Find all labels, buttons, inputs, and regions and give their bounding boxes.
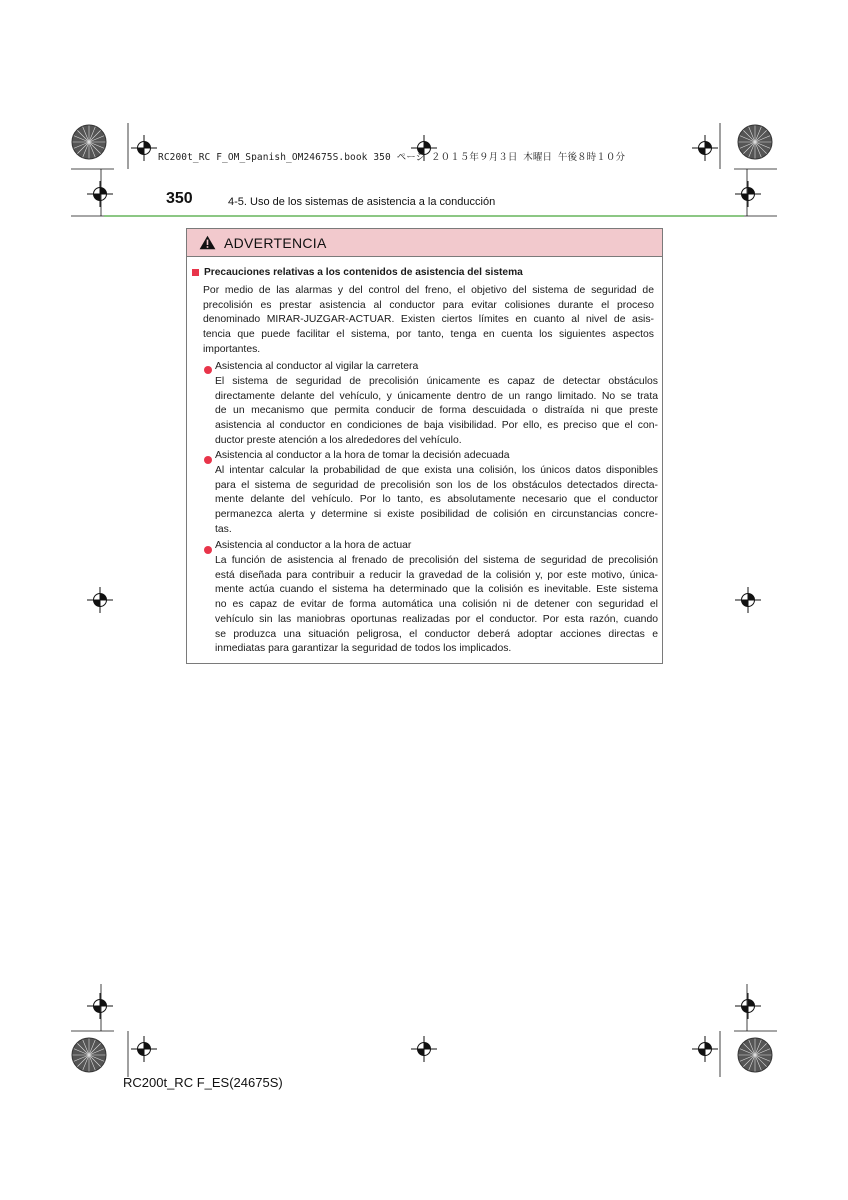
text-line: directamente delante del vehículo, y únicamente dentro de un rango limitado. No se trata <box>215 390 658 402</box>
bullet-paragraph <box>215 375 658 449</box>
text-line: La función de asistencia al frenado de precolisión del sistema de seguridad de precolisión <box>215 555 658 566</box>
text-line: se produzca una situación peligrosa, el conductor deberá adoptar acciones directas e <box>215 628 658 640</box>
intro-paragraph <box>203 284 654 358</box>
bullet-paragraph <box>215 464 658 538</box>
text-line: tencia que puede facilitar el sistema, por tanto, tenga en cuenta los siguientes aspectos <box>203 329 654 341</box>
subheading-text: Precauciones relativas a los contenidos de asistencia del sistema <box>204 267 523 278</box>
text-line: ductor preste atención a los alrededores del vehículo. <box>215 434 462 446</box>
text-line: no es capaz de evitar de forma automática una colisión ni de detener con seguridad el <box>215 599 658 611</box>
text-line: vehículo sin las maniobras oportunas realizadas por el conductor. Por esta razón, cuando <box>215 613 658 625</box>
footer-code: RC200t_RC F_ES(24675S) <box>123 1075 283 1090</box>
warning-header <box>187 229 662 257</box>
text-line: Por medio de las alarmas y del control del freno, el objetivo del sistema de seguridad de <box>203 285 654 296</box>
text-line: de un mecanismo que permita conducir de forma descuidada o distraída ni que preste <box>215 405 658 417</box>
page-number: 350 <box>166 190 193 207</box>
text-line: permanezca alerta y determine si existe posibilidad de colisión en circunstancias concre- <box>215 509 658 521</box>
text-line: importantes. <box>203 343 261 355</box>
text-line: para el sistema de seguridad de precolisión son los de los obstáculos detectados directa- <box>215 479 658 491</box>
text-line: Al intentar calcular la probabilidad de que exista una colisión, los únicos datos disponibles <box>215 465 658 476</box>
file-info-line: RC200t_RC F_OM_Spanish_OM24675S.book 350 ページ ２０１５年９月３日 木曜日 午後８時１０分 <box>158 152 626 163</box>
bullet-dot-icon <box>204 456 212 464</box>
text-line: asistencia al conductor en condiciones de baja visibilidad. Por ello, es preciso que el con- <box>215 420 658 432</box>
warning-box <box>186 228 663 664</box>
bullet-title: Asistencia al conductor a la hora de tomar la decisión adecuada <box>215 450 510 461</box>
text-line: inmediatas para garantizar la seguridad de todos los implicados. <box>215 643 512 655</box>
warning-title: ADVERTENCIA <box>224 234 327 251</box>
bullet-paragraph <box>215 554 658 657</box>
text-line: mente delante del vehículo. Por lo tanto, es absolutamente necesario que el conductor <box>215 494 658 506</box>
bullet-dot-icon <box>204 546 212 554</box>
section-title: 4-5. Uso de los sistemas de asistencia a la conducción <box>228 196 496 208</box>
red-square-icon <box>192 269 199 276</box>
text-line: denominado MIRAR-JUZGAR-ACTUAR. Existen ciertos límites en cuanto al nivel de asis- <box>203 314 654 326</box>
text-line: El sistema de seguridad de precolisión únicamente es capaz de detectar obstáculos <box>215 376 658 387</box>
bullet-dot-icon <box>204 366 212 374</box>
text-line: precolisión es prestar asistencia al conductor para evitar colisiones durante el proceso <box>203 299 654 311</box>
bullet-title: Asistencia al conductor a la hora de actuar <box>215 540 412 551</box>
bullet-title: Asistencia al conductor al vigilar la carretera <box>215 361 419 372</box>
warning-subheading <box>192 267 652 278</box>
text-line: tas. <box>215 523 232 535</box>
warning-triangle-icon <box>199 235 216 250</box>
text-line: mente actúa cuando el sistema ha determinado que la colisión es inevitable. Este sistema <box>215 584 658 596</box>
header-rule <box>104 215 744 217</box>
text-line: está diseñada para contribuir a reducir la gravedad de la colisión y, por este motivo, única- <box>215 569 658 581</box>
